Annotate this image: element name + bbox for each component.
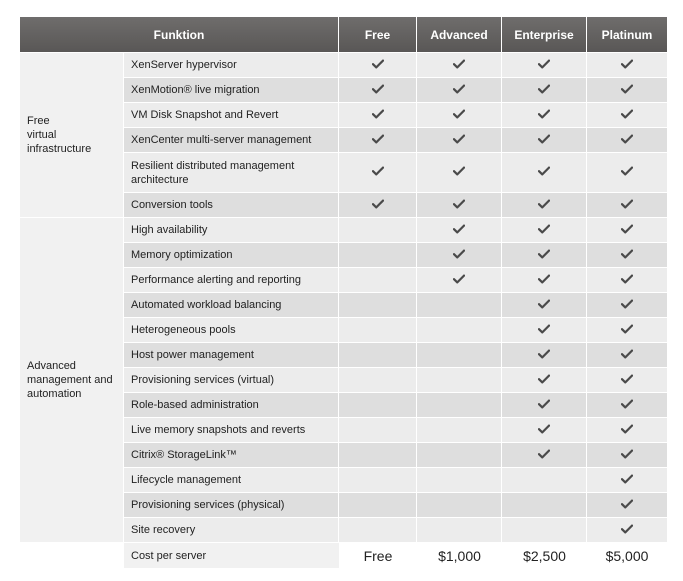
feature-name: Heterogeneous pools bbox=[124, 317, 339, 342]
check-icon bbox=[621, 109, 633, 119]
cell-platinum bbox=[587, 77, 667, 102]
cell-free bbox=[339, 367, 417, 392]
cell-advanced bbox=[417, 317, 502, 342]
cell-platinum bbox=[587, 467, 667, 492]
check-icon bbox=[621, 84, 633, 94]
cell-free bbox=[339, 102, 417, 127]
header-enterprise: Enterprise bbox=[502, 17, 587, 52]
feature-name: Provisioning services (virtual) bbox=[124, 367, 339, 392]
feature-name: XenServer hypervisor bbox=[124, 52, 339, 77]
group-label-line: Advanced bbox=[27, 360, 76, 372]
check-icon bbox=[453, 249, 465, 259]
check-icon bbox=[621, 134, 633, 144]
cell-platinum bbox=[587, 417, 667, 442]
cell-advanced bbox=[417, 267, 502, 292]
cell-free bbox=[339, 392, 417, 417]
header-row bbox=[20, 17, 667, 52]
check-icon bbox=[453, 134, 465, 144]
cell-free bbox=[339, 217, 417, 242]
cell-free bbox=[339, 442, 417, 467]
cell-enterprise bbox=[502, 242, 587, 267]
check-icon bbox=[621, 499, 633, 509]
check-icon bbox=[538, 374, 550, 384]
price-advanced: $1,000 bbox=[417, 542, 502, 568]
check-icon bbox=[453, 199, 465, 209]
cell-platinum bbox=[587, 217, 667, 242]
check-icon bbox=[538, 224, 550, 234]
cost-row bbox=[20, 542, 667, 568]
price-platinum: $5,000 bbox=[587, 542, 667, 568]
cell-enterprise bbox=[502, 217, 587, 242]
cell-advanced bbox=[417, 342, 502, 367]
price-enterprise: $2,500 bbox=[502, 542, 587, 568]
check-icon bbox=[621, 59, 633, 69]
check-icon bbox=[538, 424, 550, 434]
table-row bbox=[20, 217, 667, 242]
cell-free bbox=[339, 517, 417, 542]
check-icon bbox=[621, 349, 633, 359]
cell-enterprise bbox=[502, 152, 587, 192]
cell-platinum bbox=[587, 267, 667, 292]
cell-free bbox=[339, 492, 417, 517]
cell-platinum bbox=[587, 517, 667, 542]
check-icon bbox=[621, 374, 633, 384]
cell-platinum bbox=[587, 127, 667, 152]
cell-enterprise bbox=[502, 417, 587, 442]
check-icon bbox=[621, 524, 633, 534]
cell-advanced bbox=[417, 242, 502, 267]
cell-platinum bbox=[587, 52, 667, 77]
cell-platinum bbox=[587, 492, 667, 517]
cell-enterprise bbox=[502, 517, 587, 542]
cell-free bbox=[339, 417, 417, 442]
check-icon bbox=[372, 59, 384, 69]
check-icon bbox=[621, 449, 633, 459]
feature-comparison-table bbox=[20, 17, 667, 568]
check-icon bbox=[621, 424, 633, 434]
check-icon bbox=[538, 249, 550, 259]
check-icon bbox=[372, 109, 384, 119]
check-icon bbox=[538, 199, 550, 209]
cell-platinum bbox=[587, 342, 667, 367]
cell-platinum bbox=[587, 392, 667, 417]
feature-name-line: architecture bbox=[131, 173, 189, 186]
cell-free bbox=[339, 467, 417, 492]
check-icon bbox=[538, 449, 550, 459]
check-icon bbox=[621, 224, 633, 234]
check-icon bbox=[538, 349, 550, 359]
feature-name: XenMotion® live migration bbox=[124, 77, 339, 102]
cell-advanced bbox=[417, 52, 502, 77]
feature-name: Site recovery bbox=[124, 517, 339, 542]
check-icon bbox=[621, 199, 633, 209]
cell-enterprise bbox=[502, 267, 587, 292]
cell-enterprise bbox=[502, 192, 587, 217]
cell-platinum bbox=[587, 242, 667, 267]
table-body bbox=[20, 52, 667, 568]
table-row bbox=[20, 52, 667, 77]
check-icon bbox=[621, 399, 633, 409]
check-icon bbox=[538, 274, 550, 284]
check-icon bbox=[372, 84, 384, 94]
feature-name: VM Disk Snapshot and Revert bbox=[124, 102, 339, 127]
check-icon bbox=[621, 324, 633, 334]
check-icon bbox=[453, 166, 465, 176]
cell-free bbox=[339, 267, 417, 292]
feature-name: XenCenter multi-server management bbox=[124, 127, 339, 152]
cell-enterprise bbox=[502, 77, 587, 102]
cost-spacer bbox=[20, 542, 124, 568]
cell-advanced bbox=[417, 127, 502, 152]
check-icon bbox=[538, 399, 550, 409]
check-icon bbox=[621, 474, 633, 484]
cell-enterprise bbox=[502, 392, 587, 417]
cell-advanced bbox=[417, 417, 502, 442]
group-label-line: virtual bbox=[27, 129, 57, 141]
cell-free bbox=[339, 317, 417, 342]
header-free: Free bbox=[339, 17, 417, 52]
check-icon bbox=[538, 109, 550, 119]
group-label-line: Free bbox=[27, 115, 50, 127]
feature-name: Host power management bbox=[124, 342, 339, 367]
feature-name: Memory optimization bbox=[124, 242, 339, 267]
check-icon bbox=[538, 84, 550, 94]
cell-platinum bbox=[587, 192, 667, 217]
feature-name: Lifecycle management bbox=[124, 467, 339, 492]
cell-enterprise bbox=[502, 52, 587, 77]
cell-advanced bbox=[417, 77, 502, 102]
cell-advanced bbox=[417, 367, 502, 392]
check-icon bbox=[372, 166, 384, 176]
cell-free bbox=[339, 192, 417, 217]
check-icon bbox=[372, 199, 384, 209]
check-icon bbox=[453, 59, 465, 69]
cell-enterprise bbox=[502, 127, 587, 152]
check-icon bbox=[453, 84, 465, 94]
cell-advanced bbox=[417, 517, 502, 542]
cell-free bbox=[339, 52, 417, 77]
group-label-line: automation bbox=[27, 388, 82, 400]
check-icon bbox=[621, 299, 633, 309]
cell-advanced bbox=[417, 467, 502, 492]
cell-platinum bbox=[587, 317, 667, 342]
cell-enterprise bbox=[502, 292, 587, 317]
feature-comparison-table-wrapper bbox=[20, 17, 667, 568]
cell-enterprise bbox=[502, 367, 587, 392]
cell-platinum bbox=[587, 102, 667, 127]
cell-free bbox=[339, 242, 417, 267]
check-icon bbox=[538, 299, 550, 309]
cell-free bbox=[339, 152, 417, 192]
feature-name: Provisioning services (physical) bbox=[124, 492, 339, 517]
cell-advanced bbox=[417, 192, 502, 217]
group-label bbox=[20, 217, 124, 542]
header-platinum: Platinum bbox=[587, 17, 667, 52]
cell-advanced bbox=[417, 102, 502, 127]
cell-free bbox=[339, 292, 417, 317]
cell-advanced bbox=[417, 217, 502, 242]
feature-name: Role-based administration bbox=[124, 392, 339, 417]
feature-name: High availability bbox=[124, 217, 339, 242]
check-icon bbox=[621, 249, 633, 259]
check-icon bbox=[453, 274, 465, 284]
group-label-line: infrastructure bbox=[27, 143, 92, 155]
header-feature: Funktion bbox=[20, 17, 339, 52]
check-icon bbox=[538, 324, 550, 334]
cell-advanced bbox=[417, 492, 502, 517]
cell-advanced bbox=[417, 152, 502, 192]
feature-name: Live memory snapshots and reverts bbox=[124, 417, 339, 442]
cell-platinum bbox=[587, 292, 667, 317]
cell-advanced bbox=[417, 392, 502, 417]
feature-name: Conversion tools bbox=[124, 192, 339, 217]
cell-free bbox=[339, 127, 417, 152]
group-label bbox=[20, 52, 124, 217]
cell-free bbox=[339, 77, 417, 102]
cell-platinum bbox=[587, 367, 667, 392]
check-icon bbox=[372, 134, 384, 144]
feature-name: Performance alerting and reporting bbox=[124, 267, 339, 292]
cell-enterprise bbox=[502, 102, 587, 127]
check-icon bbox=[453, 109, 465, 119]
cell-advanced bbox=[417, 292, 502, 317]
feature-name: Automated workload balancing bbox=[124, 292, 339, 317]
cell-enterprise bbox=[502, 317, 587, 342]
feature-name-line: Resilient distributed management bbox=[131, 159, 295, 172]
cell-platinum bbox=[587, 442, 667, 467]
check-icon bbox=[538, 166, 550, 176]
cell-platinum bbox=[587, 152, 667, 192]
cell-advanced bbox=[417, 442, 502, 467]
group-label-line: management and bbox=[27, 374, 113, 386]
cell-enterprise bbox=[502, 467, 587, 492]
cell-enterprise bbox=[502, 492, 587, 517]
check-icon bbox=[453, 224, 465, 234]
check-icon bbox=[621, 166, 633, 176]
check-icon bbox=[538, 134, 550, 144]
cost-label: Cost per server bbox=[124, 542, 339, 568]
check-icon bbox=[621, 274, 633, 284]
price-free: Free bbox=[339, 542, 417, 568]
cell-free bbox=[339, 342, 417, 367]
check-icon bbox=[538, 59, 550, 69]
feature-name bbox=[124, 152, 339, 192]
header-advanced: Advanced bbox=[417, 17, 502, 52]
cell-enterprise bbox=[502, 442, 587, 467]
feature-name: Citrix® StorageLink™ bbox=[124, 442, 339, 467]
cell-enterprise bbox=[502, 342, 587, 367]
